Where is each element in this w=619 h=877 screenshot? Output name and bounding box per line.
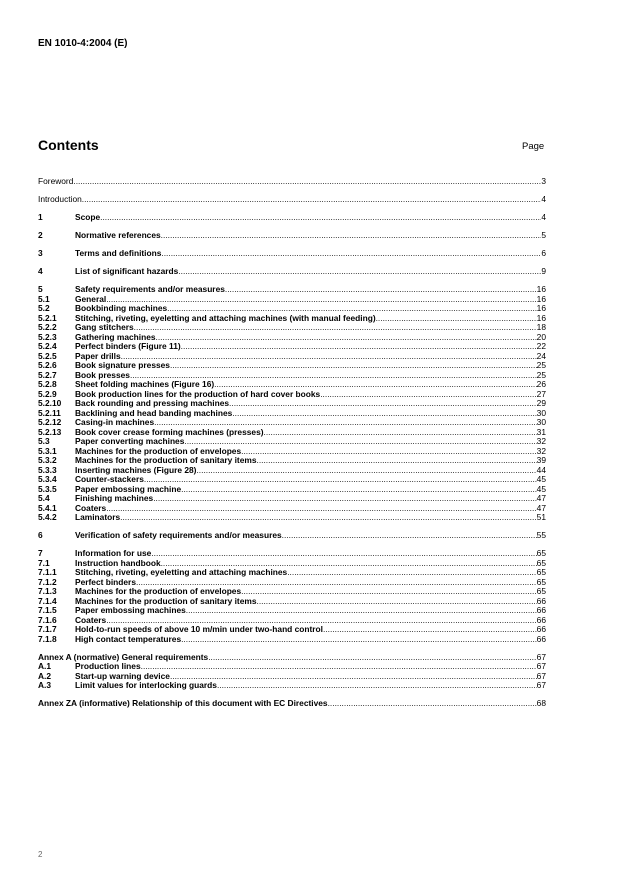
toc-entry-page: 27 bbox=[536, 388, 546, 399]
toc-entry-page: 65 bbox=[536, 586, 546, 596]
toc-entry-number: 5.2.7 bbox=[38, 369, 57, 380]
toc-dot-leader bbox=[186, 606, 537, 616]
toc-dot-leader bbox=[241, 447, 537, 457]
page-number: 2 bbox=[38, 850, 43, 859]
toc-entry-page: 66 bbox=[536, 614, 546, 625]
toc-entry-title: Safety requirements and/or measures bbox=[75, 284, 225, 294]
toc-dot-leader bbox=[257, 597, 537, 607]
toc-entry-title: Book signature presses bbox=[75, 360, 170, 370]
toc-entry-number: 5.2.11 bbox=[38, 407, 61, 418]
toc-dot-leader bbox=[196, 466, 536, 476]
toc-entry-page: 67 bbox=[536, 651, 546, 662]
toc-entry-number: 5.1 bbox=[38, 293, 50, 304]
toc-dot-leader bbox=[82, 195, 542, 205]
toc-entry-page: 67 bbox=[536, 680, 546, 690]
toc-entry-title: Counter-stackers bbox=[75, 474, 144, 484]
toc-entry[interactable] bbox=[38, 635, 546, 645]
toc-entry-title: Hold-to-run speeds of above 10 m/min under two-hand control bbox=[75, 624, 324, 634]
toc-entry-number: 5.2.1 bbox=[38, 312, 57, 323]
toc-entry-page: 22 bbox=[536, 341, 546, 351]
toc-dot-leader bbox=[257, 456, 537, 466]
toc-dot-leader bbox=[144, 475, 537, 485]
toc-entry-page: 67 bbox=[536, 661, 546, 671]
toc-entry-title: Introduction bbox=[38, 194, 82, 204]
toc-dot-leader bbox=[181, 342, 537, 352]
toc-entry-number: 6 bbox=[38, 530, 43, 540]
toc-entry-number: 7.1.2 bbox=[38, 576, 57, 587]
toc-dot-leader bbox=[121, 352, 537, 362]
toc-dot-leader bbox=[134, 323, 537, 333]
toc-entry-page: 16 bbox=[536, 303, 546, 313]
toc-dot-leader bbox=[178, 267, 541, 277]
toc-entry-title: Stitching, riveting, eyeletting and attaching machines (with manual feeding) bbox=[75, 312, 376, 323]
toc-entry-title: Gang stitchers bbox=[75, 322, 134, 332]
toc-entry-page: 66 bbox=[536, 633, 546, 644]
toc-entry-title: Inserting machines (Figure 28) bbox=[75, 464, 197, 475]
toc-entry-page: 16 bbox=[536, 293, 546, 304]
toc-entry-number: 7.1.1 bbox=[38, 567, 57, 577]
toc-entry-number: 5.2.13 bbox=[38, 426, 62, 437]
toc-entry[interactable] bbox=[38, 213, 546, 223]
toc-dot-leader bbox=[161, 249, 541, 259]
toc-dot-leader bbox=[73, 177, 541, 187]
toc-entry-number: 5.2.5 bbox=[38, 350, 57, 361]
toc-entry-number: A.1 bbox=[38, 661, 52, 671]
toc-dot-leader bbox=[328, 699, 537, 709]
toc-entry-number: 7.1.8 bbox=[38, 633, 57, 644]
toc-entry-page: 4 bbox=[541, 194, 546, 204]
toc-entry-page: 68 bbox=[536, 698, 546, 708]
toc-entry-number: 4 bbox=[38, 266, 43, 276]
toc-entry-title: Annex ZA (informative) Relationship of this document with EC Directives bbox=[38, 698, 328, 708]
toc-entry-page: 65 bbox=[536, 567, 546, 577]
toc-entry-page: 29 bbox=[536, 398, 546, 408]
toc-entry-number: 7.1.5 bbox=[38, 605, 57, 615]
toc-entry-title: Casing-in machines bbox=[75, 417, 155, 427]
toc-dot-leader bbox=[282, 531, 537, 541]
toc-entry-title: Scope bbox=[75, 212, 101, 222]
toc-entry-number: 5.4.2 bbox=[38, 512, 57, 522]
toc-entry-title: Paper embossing machines bbox=[75, 605, 186, 615]
toc-entry-page: 16 bbox=[536, 284, 546, 294]
toc-entry-number: 5.2 bbox=[38, 303, 50, 313]
toc-entry-title: Start-up warning device bbox=[75, 670, 170, 681]
toc-dot-leader bbox=[100, 213, 541, 223]
toc-entry-title: Paper drills bbox=[75, 350, 121, 361]
toc-dot-leader bbox=[141, 662, 537, 672]
toc-entry-page: 24 bbox=[536, 350, 546, 361]
toc-entry-title: Stitching, riveting, eyeletting and attaching machines bbox=[75, 567, 288, 577]
toc-entry-number: 2 bbox=[38, 230, 43, 240]
toc-entry-number: 7.1.7 bbox=[38, 624, 57, 634]
toc-entry-page: 47 bbox=[536, 502, 546, 513]
toc-entry-title: Book presses bbox=[75, 369, 130, 380]
toc-entry-title: Machines for the production of sanitary items bbox=[75, 455, 257, 465]
toc-entry-page: 26 bbox=[536, 379, 546, 389]
toc-entry-title: Information for use bbox=[75, 548, 152, 558]
toc-entry-page: 30 bbox=[536, 417, 546, 427]
toc-entry-title: Machines for the production of envelopes bbox=[75, 586, 242, 596]
toc-dot-leader bbox=[225, 285, 537, 295]
toc-dot-leader bbox=[170, 672, 537, 682]
toc-dot-leader bbox=[323, 625, 537, 635]
page-title: Contents bbox=[38, 137, 99, 153]
toc-dot-leader bbox=[217, 681, 537, 691]
toc-dot-leader bbox=[208, 653, 536, 663]
toc-entry-number: 7.1.3 bbox=[38, 586, 57, 596]
toc-entry-number: 3 bbox=[38, 248, 43, 258]
toc-entry-page: 9 bbox=[541, 266, 546, 276]
toc-entry-page: 3 bbox=[541, 176, 546, 186]
toc-entry-title: Annex A (normative) General requirements bbox=[38, 651, 209, 662]
page-column-label: Page bbox=[522, 141, 545, 152]
toc-entry-page: 65 bbox=[536, 548, 546, 558]
toc-dot-leader bbox=[106, 504, 536, 514]
toc-dot-leader bbox=[156, 333, 537, 343]
toc-entry-page: 20 bbox=[536, 331, 546, 342]
toc-entry-title: Coaters bbox=[75, 502, 107, 513]
toc-dot-leader bbox=[181, 635, 537, 645]
toc-entry[interactable] bbox=[38, 177, 546, 187]
toc-dot-leader bbox=[241, 587, 537, 597]
toc-dot-leader bbox=[264, 428, 537, 438]
toc-entry-title: Finishing machines bbox=[75, 493, 154, 503]
toc-entry-title: Limit values for interlocking guards bbox=[75, 680, 217, 690]
toc-entry-number: 5.2.9 bbox=[38, 388, 57, 399]
toc-entry-page: 6 bbox=[541, 248, 546, 258]
toc-entry-title: Back rounding and pressing machines bbox=[75, 398, 230, 408]
toc-entry-page: 5 bbox=[541, 230, 546, 240]
table-of-contents bbox=[38, 177, 546, 709]
document-id: EN 1010-4:2004 (E) bbox=[38, 38, 128, 49]
toc-entry-page: 16 bbox=[536, 312, 546, 323]
toc-entry-title: List of significant hazards bbox=[75, 266, 179, 276]
toc-entry-title: Normative references bbox=[75, 230, 161, 240]
toc-entry-page: 44 bbox=[536, 464, 546, 475]
toc-dot-leader bbox=[229, 399, 537, 409]
toc-entry-title: Gathering machines bbox=[75, 331, 156, 342]
toc-entry-title: Paper embossing machine bbox=[75, 483, 182, 494]
toc-entry-number: 5.2.4 bbox=[38, 341, 57, 351]
toc-entry-number: 5.2.10 bbox=[38, 398, 62, 408]
toc-entry[interactable] bbox=[38, 267, 546, 277]
toc-entry[interactable] bbox=[38, 249, 546, 259]
toc-dot-leader bbox=[320, 390, 536, 400]
toc-dot-leader bbox=[287, 568, 536, 578]
toc-entry[interactable] bbox=[38, 231, 546, 241]
toc-entry-page: 18 bbox=[536, 322, 546, 332]
toc-entry-number: 5.2.2 bbox=[38, 322, 57, 332]
toc-dot-leader bbox=[153, 494, 536, 504]
toc-entry-number: A.3 bbox=[38, 680, 52, 690]
toc-entry-page: 31 bbox=[536, 426, 546, 437]
toc-entry[interactable] bbox=[38, 195, 546, 205]
toc-entry-number: 5.3.2 bbox=[38, 455, 57, 465]
toc-entry[interactable] bbox=[38, 494, 546, 504]
toc-entry-page: 51 bbox=[536, 512, 546, 522]
toc-entry-page: 45 bbox=[536, 474, 546, 484]
toc-entry-page: 65 bbox=[536, 576, 546, 587]
toc-entry-number: 7.1.4 bbox=[38, 595, 57, 606]
toc-entry-page: 47 bbox=[536, 493, 546, 503]
toc-entry[interactable] bbox=[38, 681, 546, 691]
toc-entry-title: Sheet folding machines (Figure 16) bbox=[75, 379, 215, 389]
toc-entry-title: Paper converting machines bbox=[75, 436, 185, 446]
toc-entry-page: 4 bbox=[541, 212, 546, 222]
toc-entry-title: Backlining and head banding machines bbox=[75, 407, 233, 418]
toc-dot-leader bbox=[232, 409, 536, 419]
toc-entry-title: General bbox=[75, 293, 107, 304]
toc-entry[interactable] bbox=[38, 513, 546, 523]
toc-entry-number: 7.1 bbox=[38, 557, 50, 568]
toc-entry-number: 1 bbox=[38, 212, 43, 222]
toc-entry-title: Perfect binders (Figure 11) bbox=[75, 341, 181, 351]
toc-entry-page: 32 bbox=[536, 445, 546, 456]
toc-entry-title: High contact temperatures bbox=[75, 633, 182, 644]
toc-entry[interactable] bbox=[38, 699, 546, 709]
toc-entry-title: Perfect binders bbox=[75, 576, 136, 587]
toc-dot-leader bbox=[151, 549, 536, 559]
toc-entry-page: 25 bbox=[536, 360, 546, 370]
toc-entry-number: 5.4.1 bbox=[38, 502, 57, 513]
toc-entry-title: Machines for the production of envelopes bbox=[75, 445, 242, 456]
toc-entry-number: A.2 bbox=[38, 670, 52, 681]
toc-entry[interactable] bbox=[38, 531, 546, 541]
toc-entry-page: 66 bbox=[536, 605, 546, 615]
toc-entry-title: Bookbinding machines bbox=[75, 303, 168, 313]
toc-entry-page: 67 bbox=[536, 670, 546, 681]
toc-entry-title: Production lines bbox=[75, 661, 141, 671]
toc-entry-title: Book production lines for the production of hard cover books bbox=[75, 388, 321, 399]
toc-entry-number: 5.4 bbox=[38, 493, 50, 503]
toc-entry-number: 5.3 bbox=[38, 436, 50, 446]
toc-entry-page: 55 bbox=[536, 530, 546, 540]
toc-entry-number: 5.2.6 bbox=[38, 360, 57, 370]
toc-entry-page: 66 bbox=[536, 624, 546, 634]
toc-dot-leader bbox=[181, 485, 537, 495]
toc-entry-page: 32 bbox=[536, 436, 546, 446]
toc-entry-number: 5.2.8 bbox=[38, 379, 57, 389]
toc-entry-title: Instruction handbook bbox=[75, 557, 161, 568]
toc-entry-title: Foreword bbox=[38, 176, 74, 186]
toc-dot-leader bbox=[161, 231, 542, 241]
toc-entry-number: 5.3.3 bbox=[38, 464, 57, 475]
toc-entry-page: 66 bbox=[536, 595, 546, 606]
toc-dot-leader bbox=[120, 513, 537, 523]
toc-entry[interactable] bbox=[38, 285, 546, 295]
toc-entry-number: 5 bbox=[38, 284, 43, 294]
toc-entry-page: 65 bbox=[536, 557, 546, 568]
toc-entry-title: Terms and definitions bbox=[75, 248, 162, 258]
toc-dot-leader bbox=[106, 295, 536, 305]
toc-entry-title: Verification of safety requirements and/or measures bbox=[75, 530, 282, 540]
toc-entry-title: Laminators bbox=[75, 512, 121, 522]
toc-entry-number: 7.1.6 bbox=[38, 614, 57, 625]
toc-dot-leader bbox=[376, 314, 537, 324]
toc-dot-leader bbox=[170, 361, 537, 371]
toc-entry-number: 7 bbox=[38, 548, 43, 558]
toc-entry-number: 5.2.3 bbox=[38, 331, 57, 342]
toc-entry-title: Coaters bbox=[75, 614, 107, 625]
toc-entry-title: Book cover crease forming machines (presses) bbox=[75, 426, 264, 437]
toc-entry-page: 45 bbox=[536, 483, 546, 494]
toc-entry-title: Machines for the production of sanitary items bbox=[75, 595, 257, 606]
toc-entry-number: 5.3.4 bbox=[38, 474, 57, 484]
toc-entry-number: 5.3.5 bbox=[38, 483, 57, 494]
toc-entry[interactable] bbox=[38, 606, 546, 616]
toc-entry-number: 5.2.12 bbox=[38, 417, 62, 427]
toc-entry-page: 30 bbox=[536, 407, 546, 418]
toc-entry-page: 39 bbox=[536, 455, 546, 465]
toc-entry-number: 5.3.1 bbox=[38, 445, 57, 456]
toc-entry-page: 25 bbox=[536, 369, 546, 380]
